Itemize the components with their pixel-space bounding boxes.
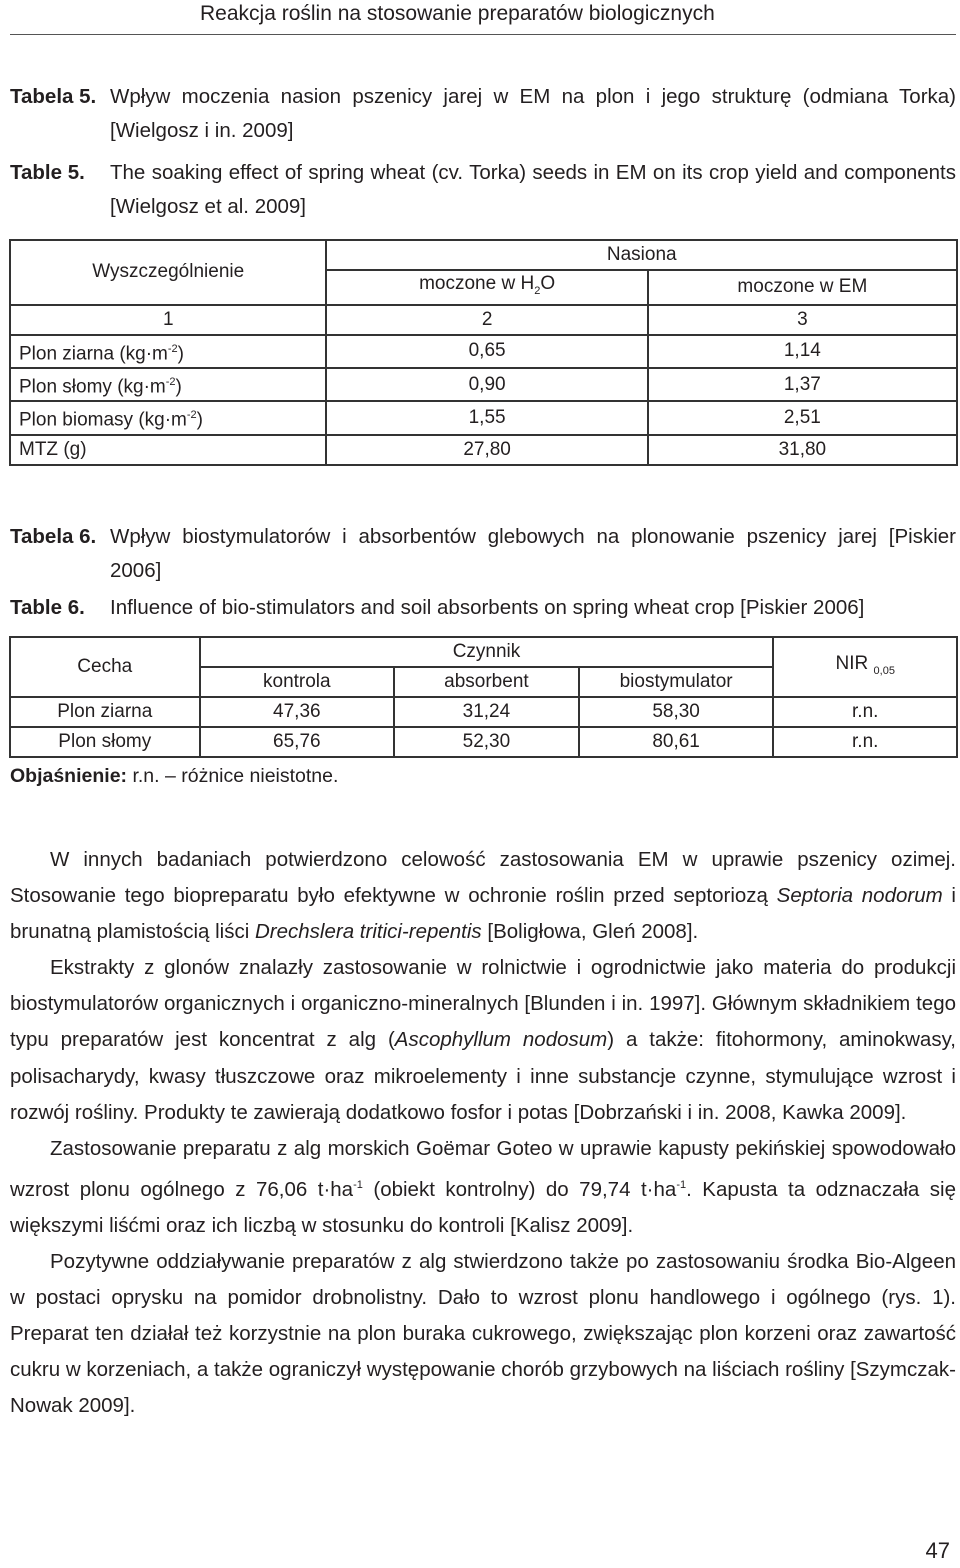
table5-header-group: Nasiona: [326, 240, 957, 270]
table-row: [10, 435, 957, 465]
note-text: r.n. – różnice nieistotne.: [132, 765, 339, 787]
cell-em: 1,37: [648, 368, 957, 401]
cell-h2o: 0,65: [326, 335, 647, 368]
table6-caption-pl-text: Wpływ biostymulatorów i absorbentów glebowych na plonowanie pszenicy jarej [Piskier 2006]: [110, 525, 956, 582]
table5-label-en: Table 5.: [10, 161, 85, 184]
cell-biostim: 58,30: [579, 697, 774, 727]
cell-h2o: 27,80: [326, 435, 647, 465]
paragraph: Zastosowanie preparatu z alg morskich Goëmar Goteo w uprawie kapusty pekińskiej spowodowało wzrost plonu ogólnego z 76,06 $t\cdot ha^{-1}$ (obiekt kontrolny) do 79,74 $t\cdot ha^{-1}$. Kapusta ta odznaczała się większymi liśćmi oraz ich liczbą w stosunku do kontroli [Kalisz 2009].: [10, 1136, 956, 1237]
table6-caption-pl: [10, 520, 956, 588]
table6-header-biostim: biostymulator: [579, 667, 774, 697]
table5-caption-en-text: The soaking effect of spring wheat (cv. Torka) seeds in EM on its crop yield and components [Wielgosz et al. 2009]: [110, 161, 956, 218]
table6-caption-en: [10, 591, 956, 625]
table5-caption-en: [10, 156, 956, 224]
cell-absorbent: 52,30: [394, 727, 579, 757]
table6-label-pl: Tabela 6.: [10, 525, 97, 548]
cell-absorbent: 31,24: [394, 697, 579, 727]
row-label: MTZ (g): [10, 435, 326, 465]
cell-nir: r.n.: [773, 697, 957, 727]
table6-header-nir: NIR $_{0,05}$: [773, 637, 957, 697]
table6-header-absorbent: absorbent: [394, 667, 579, 697]
paragraph: Ekstrakty z glonów znalazły zastosowanie w rolnictwie i ogrodnictwie jako materia do produkcji biostymulatorów organicznych i organiczno-mineralnych [Blunden i in. 1997]. Głównym składnikiem tego typu preparatów jest koncentrat z alg (Ascophyllum nodosum) a także: fitohormony, aminokwasy, polisacharydy, kwasy tłuszczowe oraz mikroelementy i inne substancje czynne, stymulujące wzrost i rozwój rośliny. Produkty te zawierają dodatkowo fosfor i potas [Dobrzański i in. 2008, Kawka 2009].: [10, 956, 956, 1124]
table5: [9, 239, 958, 466]
table5-header-item: Wyszczególnienie: [10, 240, 326, 305]
cell-h2o: 0,90: [326, 368, 647, 401]
table6-caption-en-text: Influence of bio-stimulators and soil absorbents on spring wheat crop [Piskier 2006]: [110, 596, 865, 619]
table6: [9, 636, 958, 758]
table-row: [10, 697, 957, 727]
cell-em: 2,51: [648, 401, 957, 434]
cell-em: 1,14: [648, 335, 957, 368]
table6-header-group: Czynnik: [200, 637, 774, 667]
table-row: [10, 335, 957, 368]
cell-nir: r.n.: [773, 727, 957, 757]
table5-label-pl: Tabela 5.: [10, 85, 97, 108]
cell-h2o: 1,55: [326, 401, 647, 434]
cell-control: 65,76: [200, 727, 395, 757]
header-rule: [10, 34, 956, 35]
row-label: Plon słomy: [10, 727, 200, 757]
page-number: 47: [925, 1538, 950, 1563]
running-title: Reakcja roślin na stosowanie preparatów biologicznych: [200, 2, 715, 25]
table5-colnum: 2: [326, 305, 647, 335]
table5-column-numbers: [10, 305, 957, 335]
table6-header-feature: Cecha: [10, 637, 200, 697]
paragraph: W innych badaniach potwierdzono celowość zastosowania EM w uprawie pszenicy ozimej. Stosowanie tego biopreparatu było efektywne w ochronie roślin przed septoriozą Septoria nodorum i brunatną plamistością liści Drechslera tritici-repentis [Boligłowa, Gleń 2008].: [10, 848, 956, 944]
table5-header-em: moczone w EM: [648, 270, 957, 305]
table-row: [10, 368, 957, 401]
table5-caption-pl: [10, 80, 956, 148]
cell-control: 47,36: [200, 697, 395, 727]
table6-note: [10, 765, 338, 788]
row-label: Plon słomy $(kg\cdot m^{-2})$: [10, 368, 326, 401]
row-label: Plon ziarna $(kg\cdot m^{-2})$: [10, 335, 326, 368]
table-row: [10, 401, 957, 434]
row-label: Plon biomasy $(kg\cdot m^{-2})$: [10, 401, 326, 434]
table-row: [10, 727, 957, 757]
row-label: Plon ziarna: [10, 697, 200, 727]
cell-biostim: 80,61: [579, 727, 774, 757]
table6-label-en: Table 6.: [10, 596, 85, 619]
cell-em: 31,80: [648, 435, 957, 465]
paragraph: Pozytywne oddziaływanie preparatów z alg stwierdzono także po zastosowaniu środka Bio-Algeen w postaci oprysku na pomidor drobnolistny. Dało to wzrost plonu handlowego i ogólnego (rys. 1). Preparat ten działał też korzystnie na plon buraka cukrowego, zwiększając plon korzeni oraz zawartość cukru w korzeniach, a także ograniczył występowanie chorób grzybowych na liściach rośliny [Szymczak-Nowak 2009].: [10, 1249, 956, 1418]
table5-caption-pl-text: Wpływ moczenia nasion pszenicy jarej w EM na plon i jego strukturę (odmiana Torka) [Wielgosz i in. 2009]: [110, 85, 956, 142]
table5-colnum: 1: [10, 305, 326, 335]
note-label: Objaśnienie:: [10, 765, 128, 787]
body-text: [10, 842, 956, 1424]
table5-colnum: 3: [648, 305, 957, 335]
table5-header-h2o: moczone w $H_2O$: [326, 270, 647, 305]
table6-header-control: kontrola: [200, 667, 395, 697]
